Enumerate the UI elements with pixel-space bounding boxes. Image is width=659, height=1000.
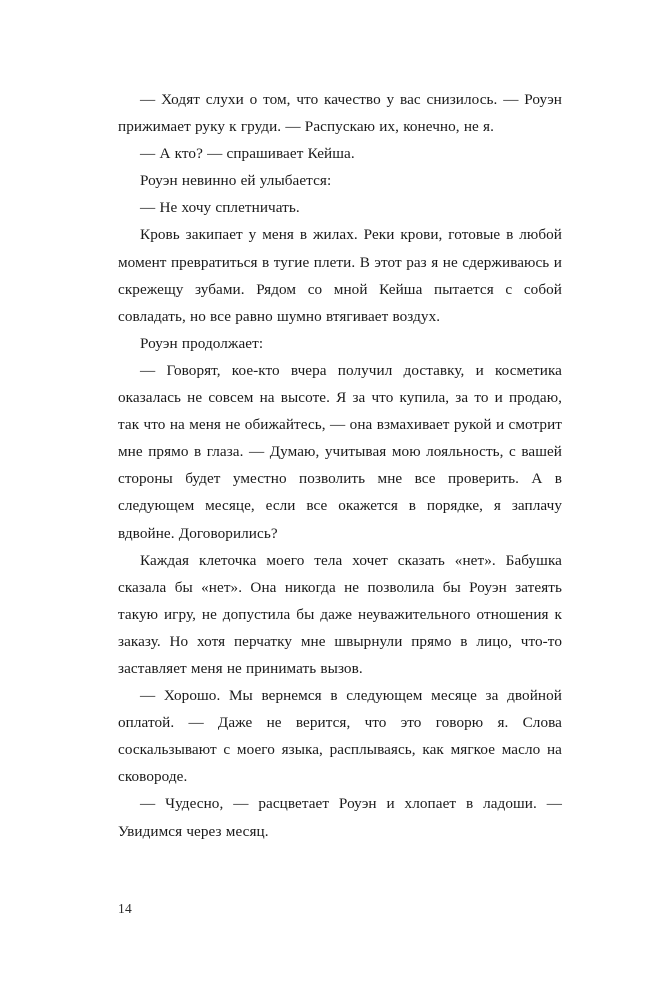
page-number: 14: [118, 901, 133, 916]
paragraph: — Не хочу сплетничать.: [140, 199, 300, 217]
paragraph: Роуэн невинно ей улыбается:: [140, 172, 332, 190]
paragraph: — Чудесно, — расцветает Роуэн и хлопает в ладоши. — Увидимся через месяц.: [118, 795, 562, 840]
paragraph: — Говорят, кое-кто вчера получил доставку, и косметика оказалась не совсем на высоте. Я за что купила, за то и продаю, так что на меня не обижайтесь, — она взмахивает рукой и смотрит мне прямо в глаза. — Думаю, учитывая мою лояльность, с вашей стороны будет уместно позволить мне все проверить. А в следующем месяце, если все окажется в порядке, я заплачу вдвойне. Договорились?: [118, 361, 562, 542]
body-text: [118, 86, 562, 845]
paragraph: — А кто? — спрашивает Кейша.: [140, 145, 355, 163]
paragraph: — Хорошо. Мы вернемся в следующем месяце за двойной оплатой. — Даже не верится, что это говорю я. Слова соскальзывают с моего языка, расплываясь, как мягкое масло на сковороде.: [118, 687, 562, 786]
paragraph: — Ходят слухи о том, что качество у вас снизилось. — Роуэн прижимает руку к груди. — Распускаю их, конечно, не я.: [118, 91, 562, 136]
paragraph: Кровь закипает у меня в жилах. Реки крови, готовые в любой момент превратиться в тугие плети. В этот раз я не сдерживаюсь и скрежещу зубами. Рядом со мной Кейша пытается с собой совладать, но все равно шумно втягивает воздух.: [118, 226, 562, 325]
paragraph: Роуэн продолжает:: [140, 334, 264, 352]
paragraph: Каждая клеточка моего тела хочет сказать «нет». Бабушка сказала бы «нет». Она никогда не позволила бы Роуэн затеять такую игру, не допустила бы даже неуважительного отношения к заказу. Но хотя перчатку мне швырнули прямо в лицо, что-то заставляет меня не принимать вызов.: [118, 551, 562, 677]
